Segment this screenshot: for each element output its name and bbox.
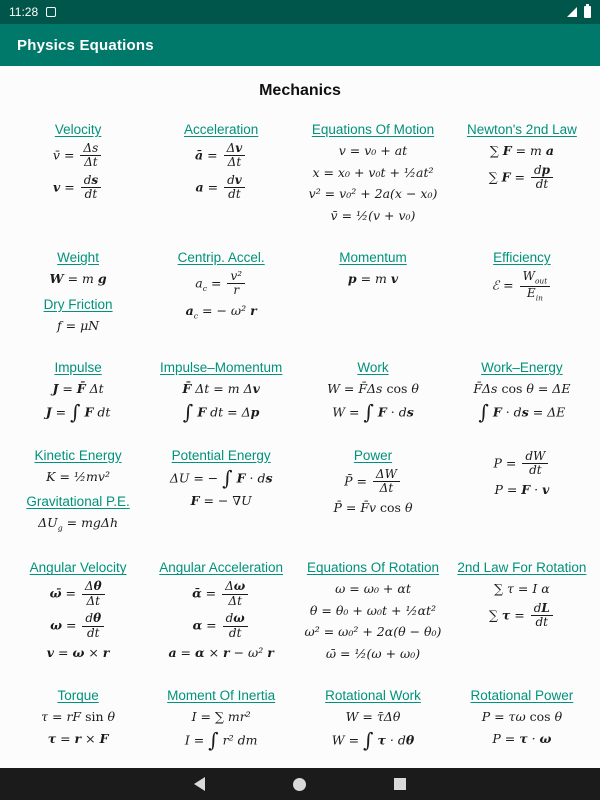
equation: I = ∫ r² dm <box>184 727 258 752</box>
content-scroll-area[interactable] <box>0 66 600 768</box>
equation: ℰ = $\frac{W_{out}}{E_{in}}$ <box>492 270 553 302</box>
equation: v̄ = ½(v + v₀) <box>330 207 416 223</box>
grid-row <box>8 688 592 759</box>
equations-grid <box>8 122 592 759</box>
equation: I = ∑ mr² <box>191 709 251 725</box>
equation-group[interactable] <box>457 560 586 631</box>
grid-cell <box>148 560 294 671</box>
equation: ΔU = − ∫ F · ds <box>169 465 273 490</box>
home-button-icon[interactable] <box>293 778 306 791</box>
equation: α = $\frac{d\omega}{dt}$ <box>193 612 250 640</box>
equation: ∑ τ = $\frac{dL}{dt}$ <box>489 602 555 630</box>
equation-group[interactable] <box>167 688 275 752</box>
grid-cell <box>294 360 452 431</box>
app-title: Physics Equations <box>17 36 154 54</box>
grid-cell <box>452 122 592 233</box>
equation-group[interactable] <box>492 250 553 304</box>
equation: θ = θ₀ + ω₀t + ½αt² <box>309 602 437 618</box>
group-title: Moment Of Inertia <box>167 688 276 704</box>
equation: v̄ = $\frac{\Delta s}{\Delta t}$ <box>53 142 103 170</box>
equation: P = τ · ω <box>492 730 552 746</box>
equation-group[interactable] <box>44 297 113 337</box>
equation-group[interactable] <box>339 250 407 290</box>
equation: v = $\frac{ds}{dt}$ <box>53 174 103 202</box>
equation: P̄ = F̄v cos θ <box>333 500 413 516</box>
grid-cell <box>148 688 294 759</box>
equation: ω = $\frac{d\theta}{dt}$ <box>50 612 106 640</box>
group-title: Momentum <box>339 250 407 265</box>
equation: F = − ∇U <box>190 492 252 508</box>
group-title: Equations Of Motion <box>311 122 435 137</box>
group-title: Impulse–Momentum <box>160 360 283 375</box>
equation-group[interactable] <box>26 494 129 536</box>
status-bar <box>0 0 600 24</box>
group-title: Newton's 2nd Law <box>466 122 577 137</box>
group-title: Potential Energy <box>171 447 271 463</box>
equation-group[interactable] <box>35 448 122 488</box>
group-title: Centrip. Accel. <box>177 250 265 265</box>
recents-button-icon[interactable] <box>394 778 406 790</box>
equation-group[interactable] <box>473 360 570 424</box>
grid-cell <box>8 122 148 233</box>
equation: ∫ F · ds = ΔE <box>478 399 566 424</box>
equation: f = μN <box>57 317 100 333</box>
grid-row <box>8 448 592 544</box>
equation: W = m g <box>49 271 107 286</box>
grid-cell <box>452 448 592 544</box>
grid-row <box>8 360 592 431</box>
app-bar <box>0 24 600 66</box>
equation: ω = ω₀ + αt <box>335 581 411 597</box>
grid-cell <box>294 688 452 759</box>
equation-group[interactable] <box>178 250 265 324</box>
grid-row <box>8 560 592 671</box>
back-button-icon[interactable] <box>194 777 205 791</box>
notification-icon <box>46 7 56 17</box>
equation: J = F̄ Δt <box>52 381 104 396</box>
grid-cell <box>294 250 452 343</box>
equation: p = m v <box>347 271 399 286</box>
equation: $a_c$ = $\frac{\text{v²}}{r}$ <box>195 270 247 298</box>
equation-group[interactable] <box>30 560 127 663</box>
equation-group[interactable] <box>41 688 115 749</box>
equation: a = α × r − ω² r <box>168 645 274 661</box>
equation-group[interactable] <box>305 560 442 664</box>
equation-group[interactable] <box>46 360 111 424</box>
equation: τ = rF sin θ <box>41 709 116 725</box>
group-title: Efficiency <box>493 250 551 265</box>
equation: ∑ F = $\frac{dp}{dt}$ <box>489 164 555 192</box>
equation: ā = $\frac{\Delta v}{\Delta t}$ <box>195 142 247 170</box>
equation: P̄ = $\frac{\Delta W}{\Delta t}$ <box>344 468 402 496</box>
equation: P = $\frac{dW}{dt}$ <box>493 450 550 478</box>
equation: ∫ F dt = Δp <box>182 399 260 424</box>
equation-group[interactable] <box>184 122 258 204</box>
status-time: 11:28 <box>9 5 39 19</box>
grid-cell <box>294 448 452 544</box>
grid-cell <box>452 250 592 343</box>
equation: K = ½mv² <box>46 468 110 484</box>
equation: τ = r × F <box>47 730 109 746</box>
equation: ω² = ω₀² + 2α(θ − θ₀) <box>304 624 442 640</box>
equation: F̄ Δt = m Δv <box>182 381 260 396</box>
group-title: Gravitational P.E. <box>26 494 130 509</box>
equation: F̄Δs cos θ = ΔE <box>473 381 571 396</box>
equation-group[interactable] <box>471 688 574 749</box>
grid-cell <box>452 688 592 759</box>
battery-icon <box>584 6 591 18</box>
equation: v = v₀ + at <box>338 143 408 158</box>
equation-group[interactable] <box>467 122 577 193</box>
group-title: 2nd Law For Rotation <box>457 560 587 576</box>
group-title: Acceleration <box>184 122 259 137</box>
equation-group[interactable] <box>170 448 273 512</box>
group-title: Work <box>357 360 389 375</box>
grid-cell <box>8 560 148 671</box>
group-title: Torque <box>57 688 99 704</box>
grid-cell <box>294 122 452 233</box>
equation-group[interactable] <box>333 448 412 519</box>
group-title: Equations Of Rotation <box>306 560 440 576</box>
equation: ᾱ = $\frac{\Delta\omega}{\Delta t}$ <box>192 580 250 608</box>
grid-cell <box>8 688 148 759</box>
group-title: Kinetic Energy <box>34 447 122 463</box>
equation: $\Delta U_g = mg\Delta h$ <box>38 515 119 533</box>
grid-row <box>8 250 592 343</box>
grid-cell <box>294 560 452 671</box>
group-title: Weight <box>57 250 99 265</box>
equation: P = F · v <box>494 482 550 498</box>
equation: ω̄ = $\frac{\Delta\theta}{\Delta t}$ <box>50 580 107 608</box>
equation-group[interactable] <box>53 122 103 204</box>
equation-group[interactable] <box>327 360 419 424</box>
equation: $a_c$ = − ω² r <box>185 302 257 321</box>
equation: W = τ̄Δθ <box>345 709 401 725</box>
equation: ∑ F = m a <box>489 143 554 158</box>
equation: x = x₀ + v₀t + ½at² <box>312 164 434 180</box>
grid-cell <box>148 250 294 343</box>
signal-icon <box>567 7 577 17</box>
equation: v = ω × r <box>46 645 110 661</box>
grid-cell <box>148 122 294 233</box>
grid-row <box>8 122 592 233</box>
group-title: Velocity <box>54 122 102 137</box>
group-title: Rotational Work <box>325 688 421 704</box>
grid-cell <box>148 360 294 431</box>
equation: ω̄ = ½(ω + ω₀) <box>325 645 421 661</box>
group-title: Dry Friction <box>43 296 113 312</box>
group-title: Impulse <box>54 360 102 375</box>
equation: J = ∫ F dt <box>45 399 111 424</box>
equation-group[interactable] <box>325 688 421 752</box>
equation-group[interactable] <box>160 360 282 424</box>
equation: W = ∫ τ · dθ <box>331 727 415 752</box>
group-title: Angular Velocity <box>29 560 127 576</box>
equation-group[interactable] <box>309 122 438 226</box>
equation-group[interactable] <box>493 448 550 501</box>
page-title: Mechanics <box>259 82 341 99</box>
equation-group[interactable] <box>50 250 107 290</box>
group-title: Rotational Power <box>470 688 574 704</box>
grid-cell <box>8 360 148 431</box>
group-title: Angular Acceleration <box>159 560 284 576</box>
equation: v² = v₀² + 2a(x − x₀) <box>308 186 438 201</box>
equation: W = ∫ F · ds <box>332 399 414 424</box>
grid-cell <box>148 448 294 544</box>
group-title: Power <box>353 447 393 463</box>
grid-cell <box>8 448 148 544</box>
equation: a = $\frac{dv}{dt}$ <box>196 174 247 202</box>
equation: W = F̄Δs cos θ <box>327 381 419 396</box>
equation: ∑ τ = I α <box>494 581 550 597</box>
grid-cell <box>452 360 592 431</box>
equation-group[interactable] <box>159 560 283 663</box>
grid-cell <box>452 560 592 671</box>
equation: P = τω cos θ <box>481 709 563 725</box>
group-title: Work–Energy <box>481 360 563 375</box>
navigation-bar <box>0 768 600 800</box>
grid-cell <box>8 250 148 343</box>
